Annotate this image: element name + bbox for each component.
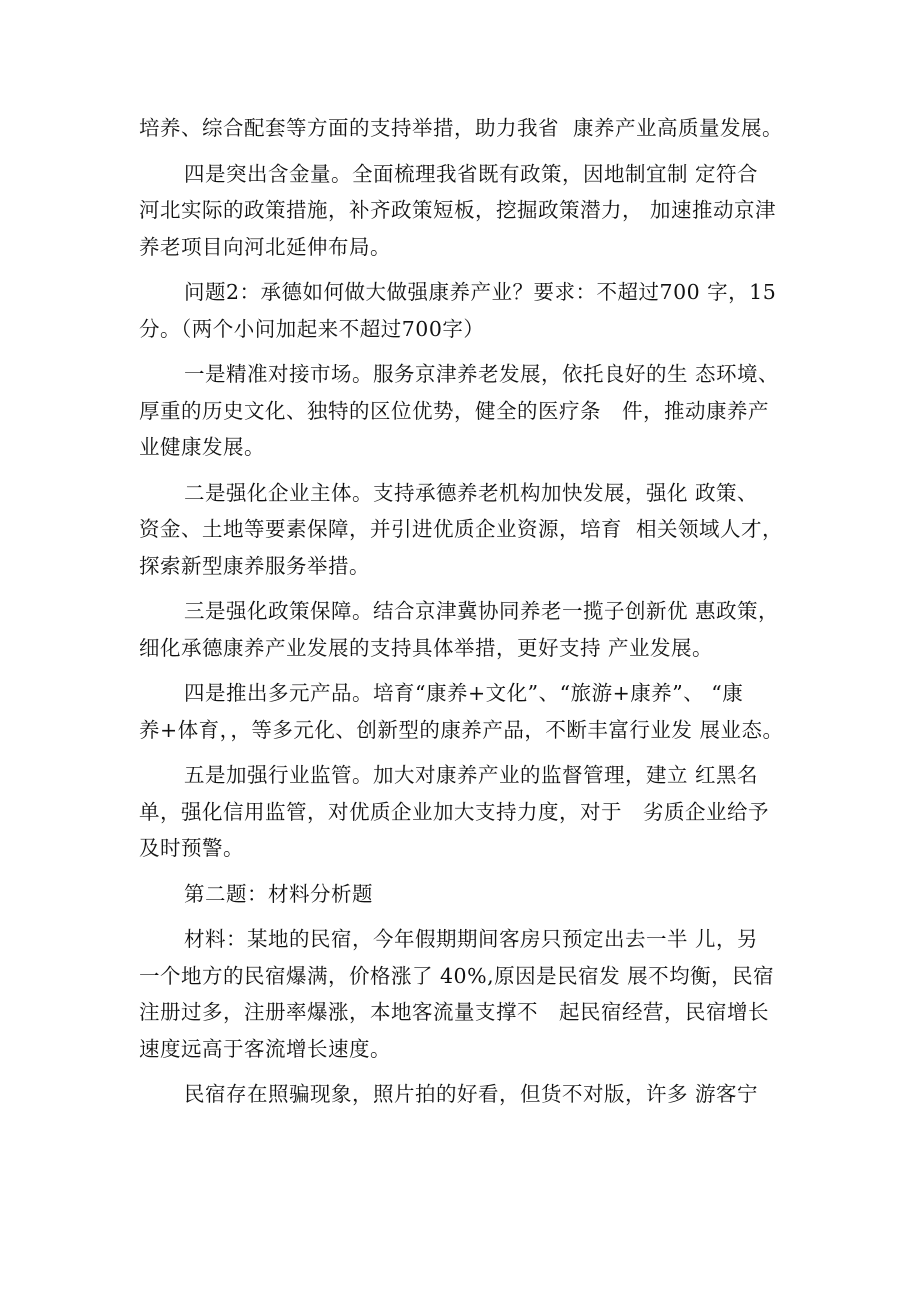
paragraph-first-line: 四是突出含金量。全面梳理我省既有政策，因地制宜制 定符合 [184,161,759,186]
paragraph-first-line: 二是强化企业主体。支持承德养老机构加快发展，强化 政策、 [184,480,759,505]
paragraph-first-line: 民宿存在照骗现象，照片拍的好看，但货不对版，许多 游客宁 [184,1082,759,1106]
document-body [139,110,789,1113]
text-line: 养老项目向河北延伸布局。 [139,234,391,259]
text-line: 注册过多，注册率爆涨，本地客流量支撑不 起民宿经营，民宿增长 [139,1000,770,1024]
text-line: 细化承德康养产业发展的支持具体举措，更好支持 产业发展。 [139,635,714,660]
paragraph-first-line: 四是推出多元产品。培育“康养+文化”、“旅游+康养”、 “康 [184,681,744,705]
text-line: 及时预警。 [139,836,244,860]
text-line: 厚重的历史文化、独特的区位优势，健全的医疗条 件，推动康养产 [139,398,770,423]
text-line: 单，强化信用监管，对优质企业加大支持力度，对于 劣质企业给予 [139,799,770,824]
text-line: 分。（两个小问加起来不超过700字） [139,316,485,341]
paragraph-first-line: 材料：某地的民宿，今年假期期间客房只预定出去一半 儿，另 [184,927,759,951]
text-line: 探索新型康养服务举措。 [139,553,370,578]
paragraph-first-line: 一是精准对接市场。服务京津养老发展，依托良好的生 态环境、 [184,362,780,386]
paragraph-first-line: 三是强化政策保障。结合京津冀协同养老一揽子创新优 惠政策， [184,599,780,623]
section-heading: 第二题：材料分析题 [184,881,373,906]
text-line: 河北实际的政策措施，补齐政策短板，挖掘政策潜力， 加速推动京津 [139,198,777,222]
paragraph-first-line: 五是加强行业监管。加大对康养产业的监督管理，建立 红黑名 [184,763,759,787]
question-heading: 问题2：承德如何做大做强康养产业？要求：不超过700 字，15 [184,280,777,304]
text-line: 一个地方的民宿爆满，价格涨了 40%,原因是民宿发 展不均衡，民宿 [139,963,775,988]
text-line: 业健康发展。 [139,435,265,459]
text-line: 养+体育，，等多元化、创新型的康养产品，不断丰富行业发 展业态。 [139,717,784,742]
text-line: 资金、土地等要素保障，并引进优质企业资源，培育 相关领域人才， [139,517,784,541]
text-line: 速度远高于客流增长速度。 [139,1036,391,1061]
text-line: 培养、综合配套等方面的支持举措，助力我省 康养产业高质量发展。 [139,116,784,140]
